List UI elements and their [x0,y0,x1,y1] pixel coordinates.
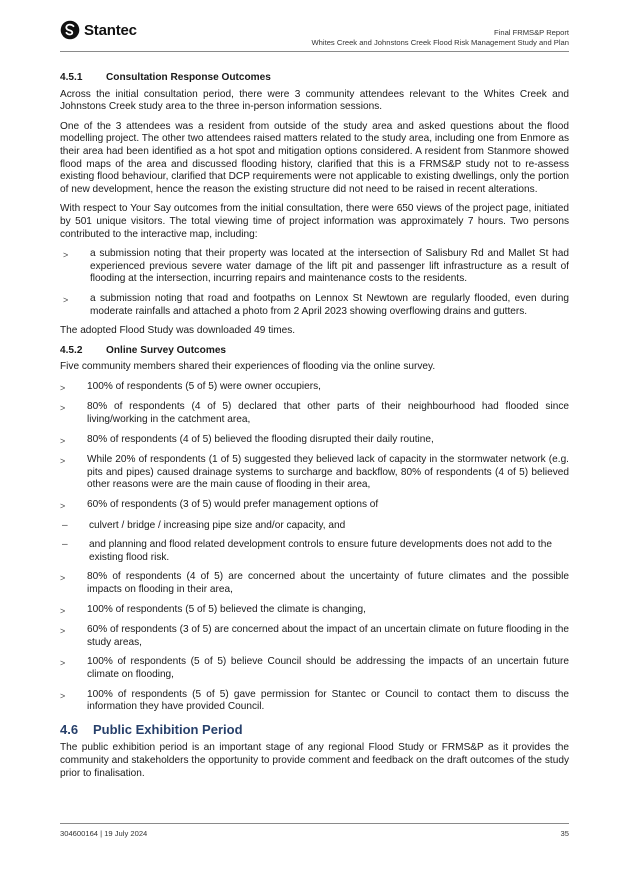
page-body [60,72,569,787]
bullet-marker: > [63,294,69,305]
dash-marker: – [62,539,68,551]
list-item [60,454,569,492]
section-title: Public Exhibition Period [93,721,243,737]
footer-divider [60,823,569,824]
list-item [60,248,569,286]
bullet-marker: > [60,573,66,584]
bullet-marker: > [60,605,66,616]
paragraph: With respect to Your Say outcomes from the initial consultation, there were 650 views of the project page, initiated by 501 unique visitors. The total viewing time of project information was approximately 7 hours. Two persons contributed to the interactive map, including: [60,203,569,240]
bullet-marker: > [60,435,66,446]
page-header [0,0,628,56]
list-item-text: 100% of respondents (5 of 5) believe Council should be addressing the impacts of an uncertain future climate on flooding, [87,656,569,680]
list-item-text: 60% of respondents (3 of 5) are concerned about the impact of an uncertain climate on future flooding in the study areas, [87,624,569,648]
logo-text: Stantec [84,21,137,39]
stantec-logo-icon [60,20,80,40]
list-item-text: 80% of respondents (4 of 5) are concerned about the uncertainty of future climates and the possible impacts on flooding in their area, [87,571,569,595]
list-item [60,656,569,681]
header-titles [312,28,569,48]
section-number: 4.6 [60,721,79,737]
list-item-text: culvert / bridge / increasing pipe size and/or capacity, and [89,519,346,531]
bullet-marker: > [60,501,66,512]
bullet-marker: > [60,403,66,414]
report-title: Final FRMS&P Report [494,28,569,37]
bullet-marker: > [63,250,69,261]
list-item-text: 80% of respondents (4 of 5) declared that other parts of their neighbourhood had flooded since living/working in the catchment area, [87,401,569,426]
list-item [60,624,569,649]
list-item [60,401,569,426]
bullet-marker: > [60,690,66,701]
section-title: Consultation Response Outcomes [106,72,271,83]
section-title: Online Survey Outcomes [106,344,227,356]
dash-marker: – [62,519,68,531]
list-item [60,571,569,596]
list-item-text: a submission noting that their property was located at the intersection of Salisbury Rd and Mallet St had experienced previous severe water damage of the lift pit and passenger lift infrastructure as a result of flooding at the intersection, incurring repairs and maintenance costs to the residents. [90,248,569,285]
section-451-heading [60,72,569,85]
sub-list-item [60,539,569,564]
header-divider [60,51,569,52]
list-item [60,499,569,513]
list-item-text: While 20% of respondents (1 of 5) suggested they believed lack of capacity in the stormwater network (e.g. pits and pipes) caused drainage systems to surcharge and backflow, 80% of respondents (4 of 5) believed other reasons were are the main cause of flooding in their area, [87,454,569,491]
list-item-text: a submission noting that road and footpaths on Lennox St Newtown are regularly flooded, even during moderate rainfalls and attached a photo from 2 April 2023 showing overflowing drains and gutters. [90,292,569,317]
section-number: 4.5.1 [60,72,83,83]
list-item-text: 100% of respondents (5 of 5) were owner occupiers, [87,380,321,392]
page-number: 35 [560,829,569,838]
stantec-logo [60,20,137,40]
section-46-heading [60,721,569,737]
section-number: 4.5.2 [60,344,83,356]
paragraph: Across the initial consultation period, there were 3 community attendees relevant to the Whites Creek and Johnstons Creek study area to the three in-person information sessions. [60,88,569,113]
paragraph: One of the 3 attendees was a resident from outside of the study area and asked questions about the flood modelling project. The other two attendees raised matters related to the study area, including one from Enmore as their area had been identified as a hot spot and mitigation options considered. A resident from Stanmore showed flood maps of the area and discussed flooding history, clarified that this is a FRMS&P study not to re-assess existing flood behaviour, clarified that DCP requirements were not applicable to existing dwellings, only the portion of new development, hence the reason the existing structure did not need to be raised in recent alterations. [60,120,569,195]
list-item [60,604,569,618]
list-item [60,689,569,714]
sub-list-item [60,520,569,533]
bullet-marker: > [60,456,66,467]
bullet-marker: > [60,626,66,637]
list-item-text: 100% of respondents (5 of 5) believed the climate is changing, [87,603,366,615]
list-item-text: 100% of respondents (5 of 5) gave permission for Stantec or Council to contact them to discuss the information they have provided Council. [87,688,569,713]
report-subtitle: Whites Creek and Johnstons Creek Flood Risk Management Study and Plan [311,38,569,47]
section-452-heading [60,345,569,358]
list-item [60,434,569,448]
list-item [60,293,569,318]
list-item-text: 80% of respondents (4 of 5) believed the flooding disrupted their daily routine, [87,433,434,445]
bullet-marker: > [60,658,66,669]
list-item [60,381,569,395]
list-item-text: 60% of respondents (3 of 5) would prefer management options of [87,499,379,511]
bullet-marker: > [60,382,66,393]
list-item-text: and planning and flood related development controls to ensure future developments does not add to the existing flood risk. [89,539,552,563]
paragraph: Five community members shared their experiences of flooding via the online survey. [60,361,436,373]
paragraph: The adopted Flood Study was downloaded 49 times. [60,325,296,337]
footer-doc-ref: 304600164 | 19 July 2024 [60,829,148,838]
paragraph: The public exhibition period is an important stage of any regional Flood Study or FRMS&P as it provides the community and stakeholders the opportunity to provide comment and feedback on the draft outcomes of the study prior to finalisation. [60,742,569,779]
